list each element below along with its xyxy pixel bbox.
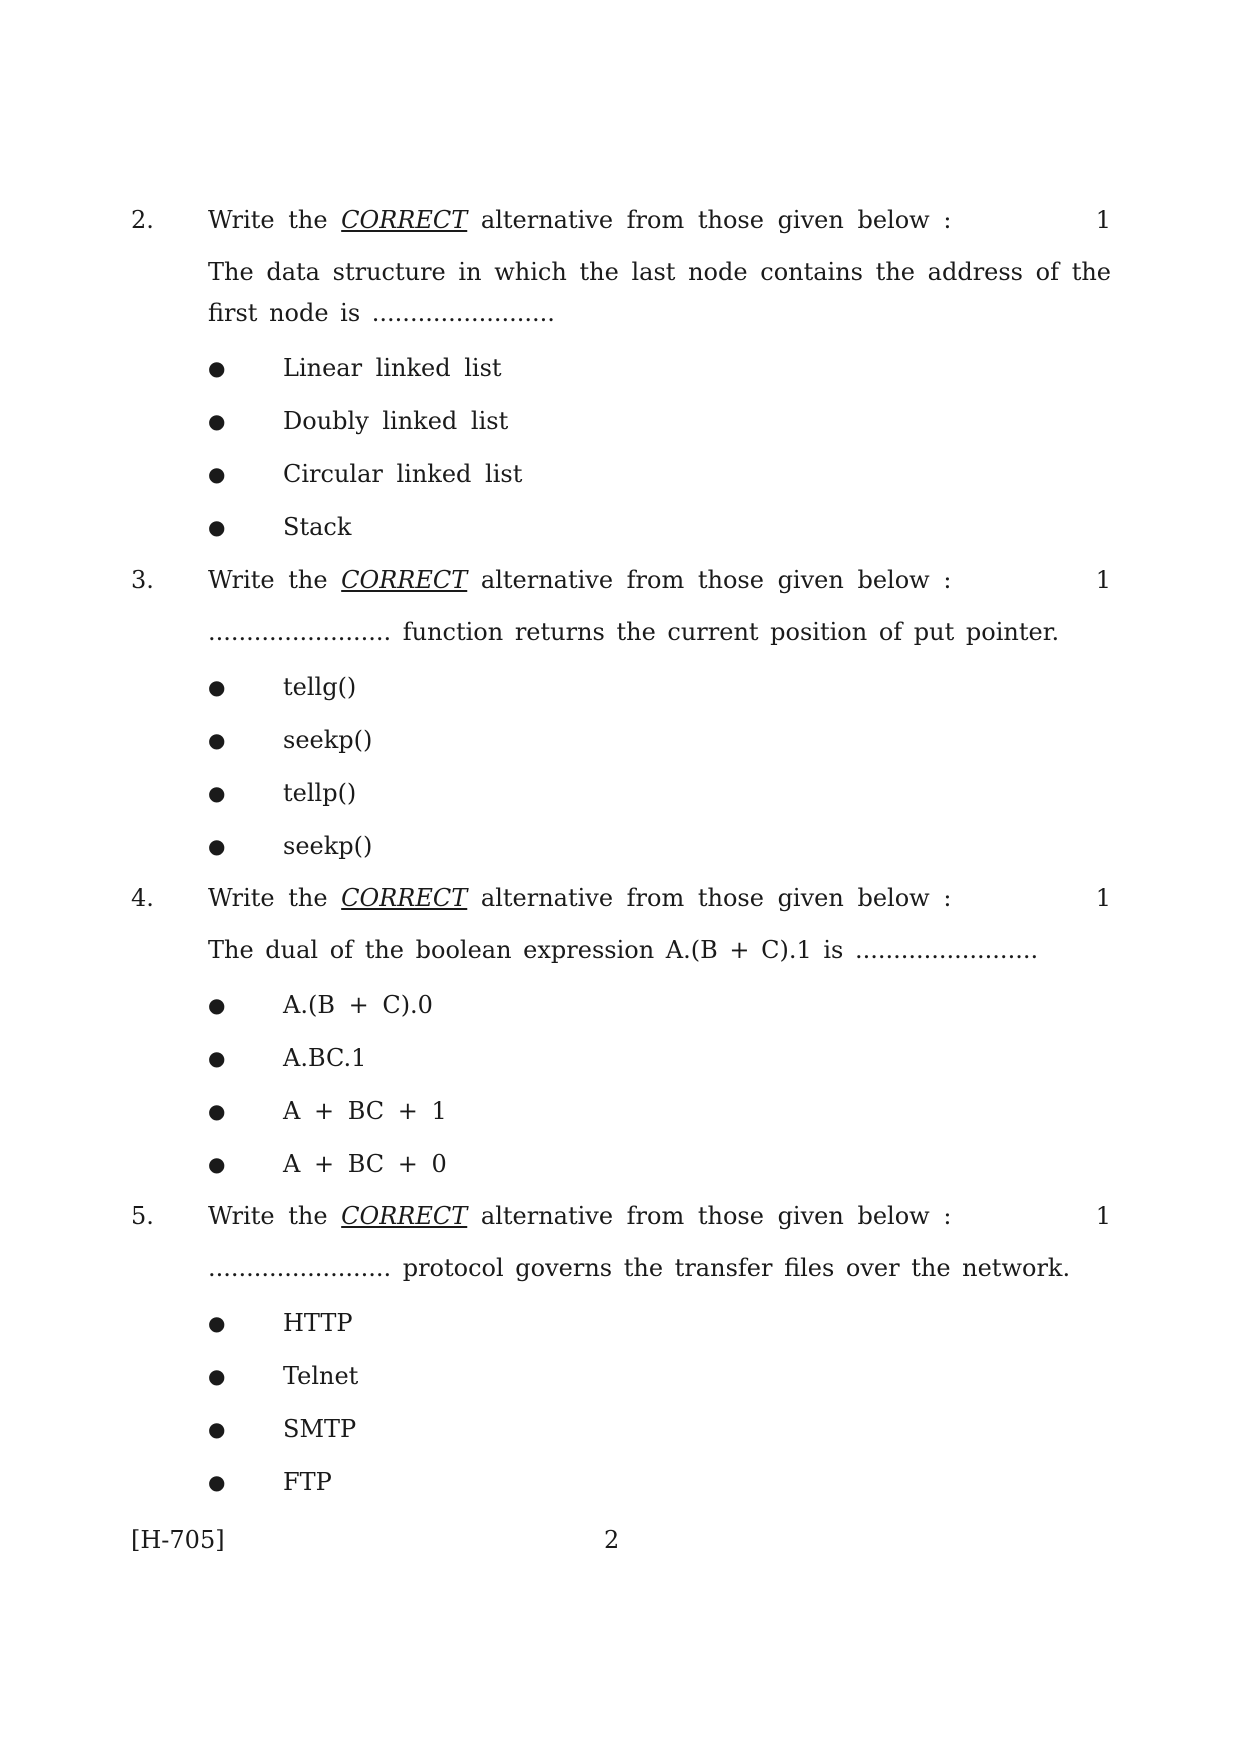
question-stem: ........................ protocol governs the transfer files over the network. xyxy=(208,1254,1071,1282)
bullet-dot-icon: ● xyxy=(208,462,226,486)
bullet-dot-icon: ● xyxy=(208,515,226,539)
question-header xyxy=(131,878,1111,918)
bullet-dot-icon: ● xyxy=(208,1470,226,1494)
option-text: tellp() xyxy=(283,779,357,807)
option-item xyxy=(131,661,1111,714)
bullet-dot-icon: ● xyxy=(208,409,226,433)
question-marks: 1 xyxy=(1095,884,1111,912)
option-text: A.BC.1 xyxy=(283,1044,367,1072)
question-header xyxy=(131,200,1111,240)
bullet-dot-icon: ● xyxy=(208,834,226,858)
option-text: Doubly linked list xyxy=(283,407,509,435)
instruction-emphasis: CORRECT xyxy=(341,884,468,912)
question-header xyxy=(131,1196,1111,1236)
instruction-prefix: Write the xyxy=(208,206,328,234)
instruction-prefix: Write the xyxy=(208,1202,328,1230)
question-3 xyxy=(131,560,1111,873)
option-item xyxy=(131,1403,1111,1456)
question-instruction xyxy=(208,1196,951,1236)
question-marks: 1 xyxy=(1095,566,1111,594)
option-item xyxy=(131,1032,1111,1085)
question-number: 5. xyxy=(131,1202,154,1230)
option-text: seekp() xyxy=(283,726,373,754)
question-stem: The dual of the boolean expression A.(B + C).1 is ........................ xyxy=(208,936,1039,964)
instruction-emphasis: CORRECT xyxy=(341,206,468,234)
instruction-prefix: Write the xyxy=(208,566,328,594)
option-text: SMTP xyxy=(283,1415,357,1443)
option-text: HTTP xyxy=(283,1309,353,1337)
question-marks: 1 xyxy=(1095,206,1111,234)
question-number: 4. xyxy=(131,884,154,912)
bullet-dot-icon: ● xyxy=(208,1311,226,1335)
option-item xyxy=(131,1297,1111,1350)
bullet-dot-icon: ● xyxy=(208,1099,226,1123)
bullet-dot-icon: ● xyxy=(208,993,226,1017)
option-text: A + BC + 0 xyxy=(283,1150,447,1178)
bullet-dot-icon: ● xyxy=(208,728,226,752)
option-item xyxy=(131,395,1111,448)
option-list xyxy=(131,979,1111,1191)
option-item xyxy=(131,979,1111,1032)
question-5 xyxy=(131,1196,1111,1509)
question-number: 3. xyxy=(131,566,154,594)
option-text: Stack xyxy=(283,513,352,541)
option-item xyxy=(131,1350,1111,1403)
question-stem: ........................ function returns the current position of put pointer. xyxy=(208,618,1060,646)
option-list xyxy=(131,342,1111,554)
page-number: 2 xyxy=(604,1526,620,1554)
instruction-suffix: alternative from those given below : xyxy=(480,1202,952,1230)
option-list xyxy=(131,1297,1111,1509)
bullet-dot-icon: ● xyxy=(208,781,226,805)
option-text: tellg() xyxy=(283,673,357,701)
option-item xyxy=(131,767,1111,820)
option-text: Circular linked list xyxy=(283,460,523,488)
option-list xyxy=(131,661,1111,873)
option-item xyxy=(131,820,1111,873)
option-item xyxy=(131,1085,1111,1138)
question-instruction xyxy=(208,560,951,600)
option-item xyxy=(131,448,1111,501)
question-header xyxy=(131,560,1111,600)
bullet-dot-icon: ● xyxy=(208,1046,226,1070)
question-instruction xyxy=(208,878,951,918)
option-item xyxy=(131,714,1111,767)
bullet-dot-icon: ● xyxy=(208,675,226,699)
question-marks: 1 xyxy=(1095,1202,1111,1230)
option-item xyxy=(131,501,1111,554)
question-instruction xyxy=(208,200,951,240)
option-text: A + BC + 1 xyxy=(283,1097,447,1125)
question-4 xyxy=(131,878,1111,1191)
option-item xyxy=(131,1138,1111,1191)
question-2 xyxy=(131,200,1111,554)
option-text: seekp() xyxy=(283,832,373,860)
instruction-emphasis: CORRECT xyxy=(341,1202,468,1230)
option-item xyxy=(131,342,1111,395)
option-text: Telnet xyxy=(283,1362,359,1390)
instruction-emphasis: CORRECT xyxy=(341,566,468,594)
option-text: FTP xyxy=(283,1468,332,1496)
bullet-dot-icon: ● xyxy=(208,1152,226,1176)
instruction-suffix: alternative from those given below : xyxy=(480,206,952,234)
instruction-suffix: alternative from those given below : xyxy=(480,566,952,594)
bullet-dot-icon: ● xyxy=(208,356,226,380)
paper-code: [H-705] xyxy=(131,1526,225,1554)
bullet-dot-icon: ● xyxy=(208,1364,226,1388)
instruction-suffix: alternative from those given below : xyxy=(480,884,952,912)
bullet-dot-icon: ● xyxy=(208,1417,226,1441)
option-text: Linear linked list xyxy=(283,354,502,382)
question-stem: The data structure in which the last node contains the address of the first node is ........................ xyxy=(208,258,1111,327)
option-text: A.(B + C).0 xyxy=(283,991,433,1019)
instruction-prefix: Write the xyxy=(208,884,328,912)
option-item xyxy=(131,1456,1111,1509)
question-number: 2. xyxy=(131,206,154,234)
